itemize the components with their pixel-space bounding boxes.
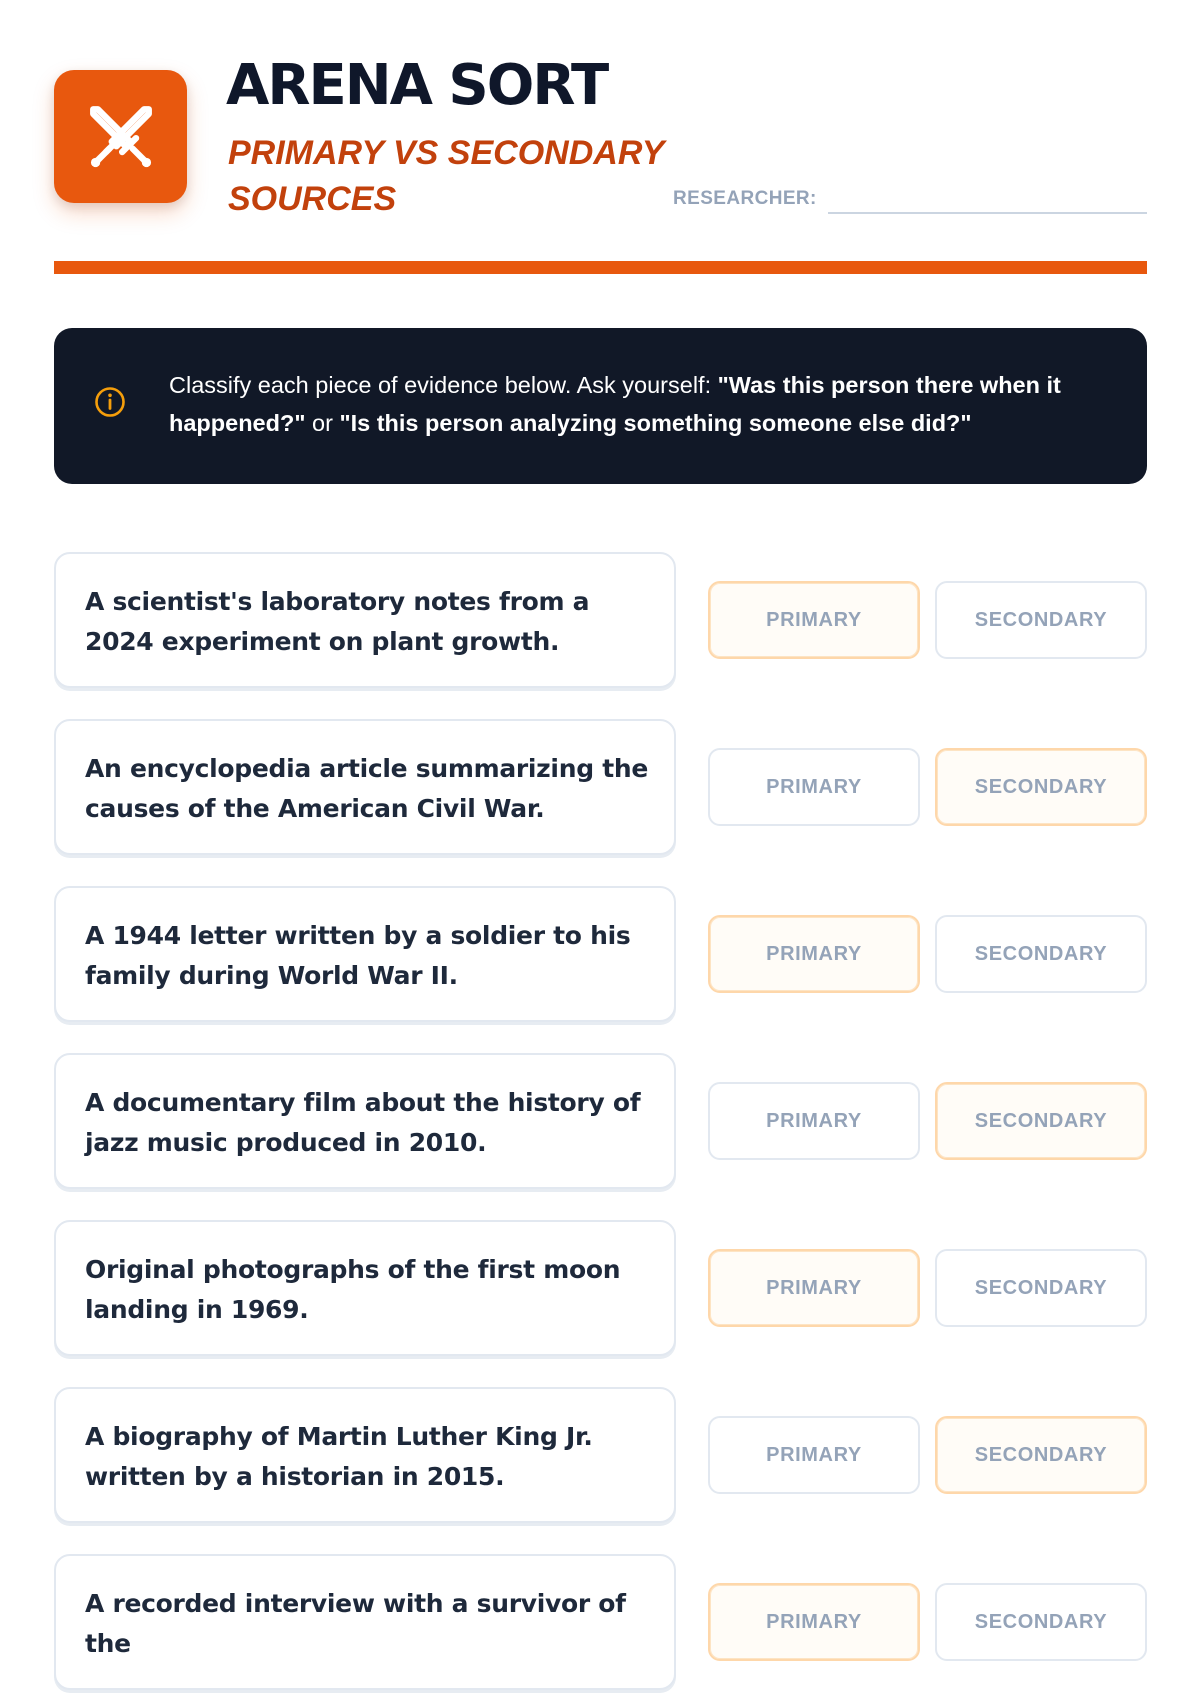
- instruction-text: [169, 366, 1109, 442]
- evidence-text: Original photographs of the first moon landing in 1969.: [85, 1255, 621, 1324]
- evidence-card: [54, 1053, 676, 1189]
- evidence-card: [54, 1387, 676, 1523]
- secondary-button[interactable]: SECONDARY: [935, 1249, 1147, 1327]
- primary-button[interactable]: PRIMARY: [708, 581, 920, 659]
- header-divider: [54, 261, 1147, 274]
- primary-button[interactable]: PRIMARY: [708, 915, 920, 993]
- evidence-card: [54, 886, 676, 1022]
- primary-button[interactable]: PRIMARY: [708, 1416, 920, 1494]
- evidence-item: [54, 552, 1147, 692]
- secondary-button[interactable]: SECONDARY: [935, 581, 1147, 659]
- secondary-button[interactable]: SECONDARY: [935, 1583, 1147, 1661]
- evidence-card: [54, 719, 676, 855]
- evidence-card: [54, 1554, 676, 1690]
- primary-button[interactable]: PRIMARY: [708, 1082, 920, 1160]
- primary-button[interactable]: PRIMARY: [708, 1583, 920, 1661]
- evidence-card: [54, 1220, 676, 1356]
- evidence-item: [54, 719, 1147, 859]
- instruction-text-part2: or: [305, 410, 340, 436]
- app-logo: [54, 70, 187, 203]
- evidence-text: A recorded interview with a survivor of the: [85, 1589, 626, 1658]
- instruction-banner: [54, 328, 1147, 484]
- evidence-text: A documentary film about the history of jazz music produced in 2010.: [85, 1088, 641, 1157]
- evidence-item: [54, 1220, 1147, 1360]
- secondary-button[interactable]: SECONDARY: [935, 1082, 1147, 1160]
- evidence-item: [54, 1053, 1147, 1193]
- header: [54, 53, 1147, 218]
- primary-button[interactable]: PRIMARY: [708, 1249, 920, 1327]
- page-title: ARENA SORT: [226, 53, 608, 118]
- info-icon: [94, 386, 126, 418]
- crossed-swords-icon: [84, 100, 158, 174]
- evidence-card: [54, 552, 676, 688]
- instruction-question-1: "Was this person there when it happened?": [169, 372, 1061, 436]
- evidence-text: A biography of Martin Luther King Jr. written by a historian in 2015.: [85, 1422, 593, 1491]
- secondary-button[interactable]: SECONDARY: [935, 915, 1147, 993]
- page-subtitle: PRIMARY VS SECONDARY SOURCES: [228, 134, 664, 218]
- secondary-button[interactable]: SECONDARY: [935, 1416, 1147, 1494]
- evidence-item: [54, 1554, 1147, 1694]
- secondary-button[interactable]: SECONDARY: [935, 748, 1147, 826]
- evidence-text: A 1944 letter written by a soldier to his family during World War II.: [85, 921, 631, 990]
- instruction-question-2: "Is this person analyzing something someone else did?": [339, 410, 972, 436]
- researcher-label: RESEARCHER:: [673, 188, 817, 209]
- evidence-item: [54, 1387, 1147, 1527]
- researcher-field[interactable]: [828, 182, 1147, 214]
- instruction-text-part1: Classify each piece of evidence below. Ask yourself:: [169, 372, 718, 398]
- evidence-text: An encyclopedia article summarizing the causes of the American Civil War.: [85, 754, 649, 823]
- primary-button[interactable]: PRIMARY: [708, 748, 920, 826]
- evidence-item: [54, 886, 1147, 1026]
- evidence-text: A scientist's laboratory notes from a 2024 experiment on plant growth.: [85, 587, 590, 656]
